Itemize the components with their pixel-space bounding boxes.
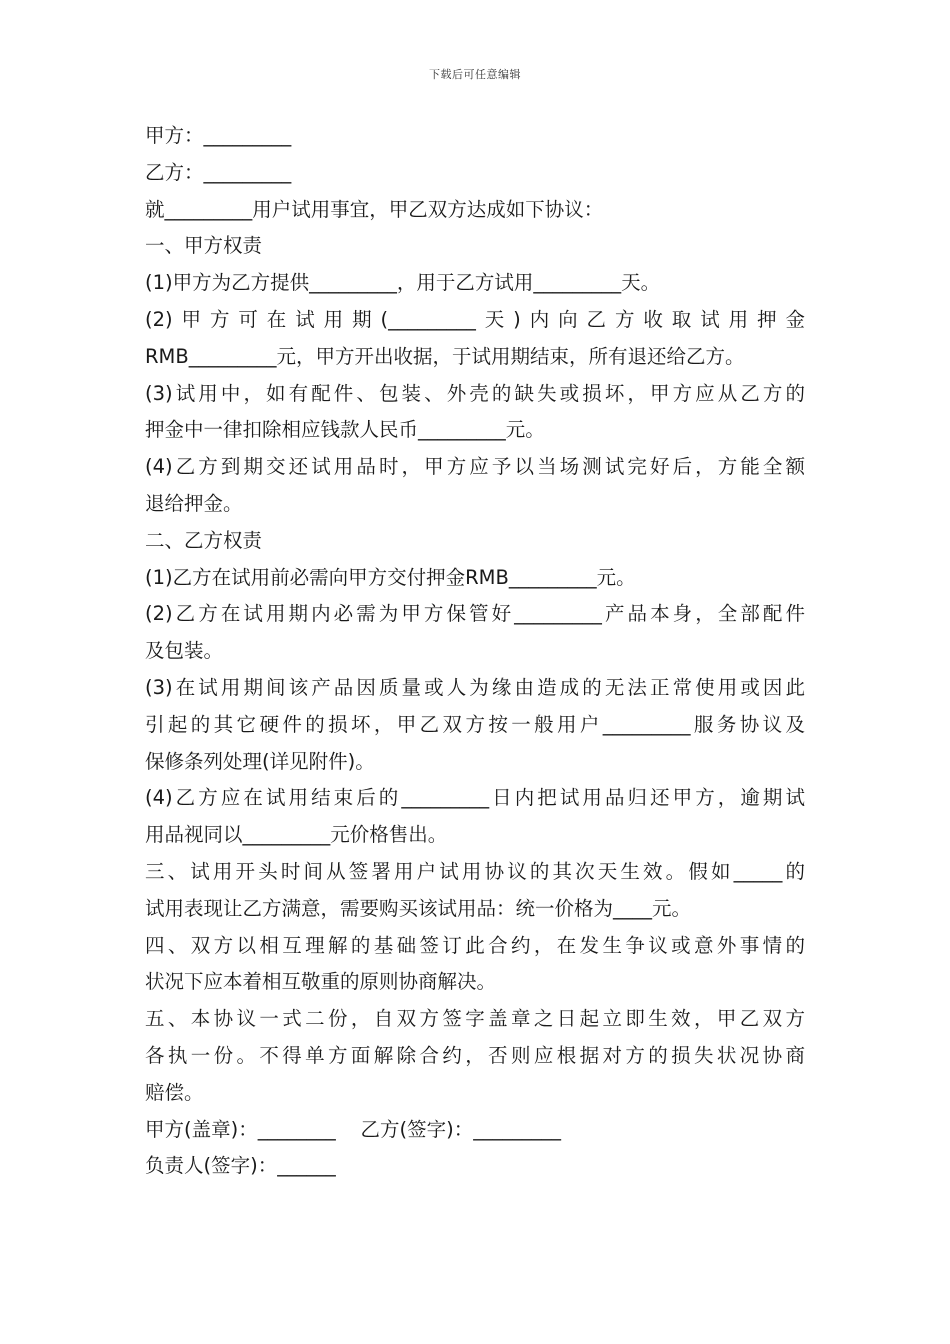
document-line: 乙方：_________	[145, 160, 292, 184]
party-a-signature: 甲方(盖章)：________	[145, 1117, 336, 1141]
document-line: (2)乙方在试用期内必需为甲方保管好_________产品本身，全部配件	[145, 602, 805, 626]
document-line: 状况下应本着相互敬重的原则协商解决。	[145, 970, 497, 994]
signature-line-parties	[145, 1112, 805, 1149]
document-line: 退给押金。	[145, 491, 243, 515]
document-line: (3)在试用期间该产品因质量或人为缘由造成的无法正常使用或因此	[145, 675, 805, 699]
agreement-lines	[145, 118, 805, 1112]
signature-line-person-in-charge	[145, 1148, 805, 1185]
document-line: 各执一份。不得单方面解除合约，否则应根据对方的损失状况协商	[145, 1043, 805, 1067]
document-line: 押金中一律扣除相应钱款人民币_________元。	[145, 418, 545, 442]
document-line: 三、试用开头时间从签署用户试用协议的其次天生效。假如_____的	[145, 859, 805, 883]
document-line: (1)乙方在试用前必需向甲方交付押金RMB_________元。	[145, 565, 636, 589]
document-line: RMB_________元，甲方开出收据，于试用期结束，所有退还给乙方。	[145, 344, 745, 368]
document-line: 甲方：_________	[145, 124, 292, 147]
document-line: 及包装。	[145, 639, 224, 663]
document-line: 就_________用户试用事宜，甲乙双方达成如下协议：	[145, 197, 604, 221]
document-line: (3)试用中，如有配件、包装、外壳的缺失或损坏，甲方应从乙方的	[145, 381, 805, 405]
page-header: 下载后可任意编辑	[429, 68, 521, 81]
document-line: 赔偿。	[145, 1080, 204, 1104]
document-line: 引起的其它硬件的损坏，甲乙双方按一般用户_________服务协议及	[145, 712, 805, 736]
document-line: 二、乙方权责	[145, 528, 263, 552]
party-b-signature: 乙方(签字)：_________	[360, 1117, 561, 1141]
person-in-charge-signature: 负责人(签字)：______	[145, 1154, 336, 1178]
document-line: (2)甲方可在试用期(_________天)内向乙方收取试用押金	[145, 307, 805, 331]
document-line: 五、本协议一式二份，自双方签字盖章之日起立即生效，甲乙双方	[145, 1007, 805, 1031]
document-line: 一、甲方权责	[145, 234, 263, 258]
document-line: 用品视同以_________元价格售出。	[145, 823, 448, 847]
document-line: 保修条列处理(详见附件)。	[145, 749, 375, 773]
document-line: (1)甲方为乙方提供_________，用于乙方试用_________天。	[145, 271, 661, 295]
document-line: (4)乙方应在试用结束后的_________日内把试用品归还甲方，逾期试	[145, 786, 805, 810]
document-line: 试用表现让乙方满意，需要购买该试用品：统一价格为____元。	[145, 896, 692, 920]
document-line: 四、双方以相互理解的基础签订此合约，在发生争议或意外事情的	[145, 933, 805, 957]
agreement-body	[145, 118, 805, 1185]
document-line: (4)乙方到期交还试用品时，甲方应予以当场测试完好后，方能全额	[145, 455, 805, 479]
